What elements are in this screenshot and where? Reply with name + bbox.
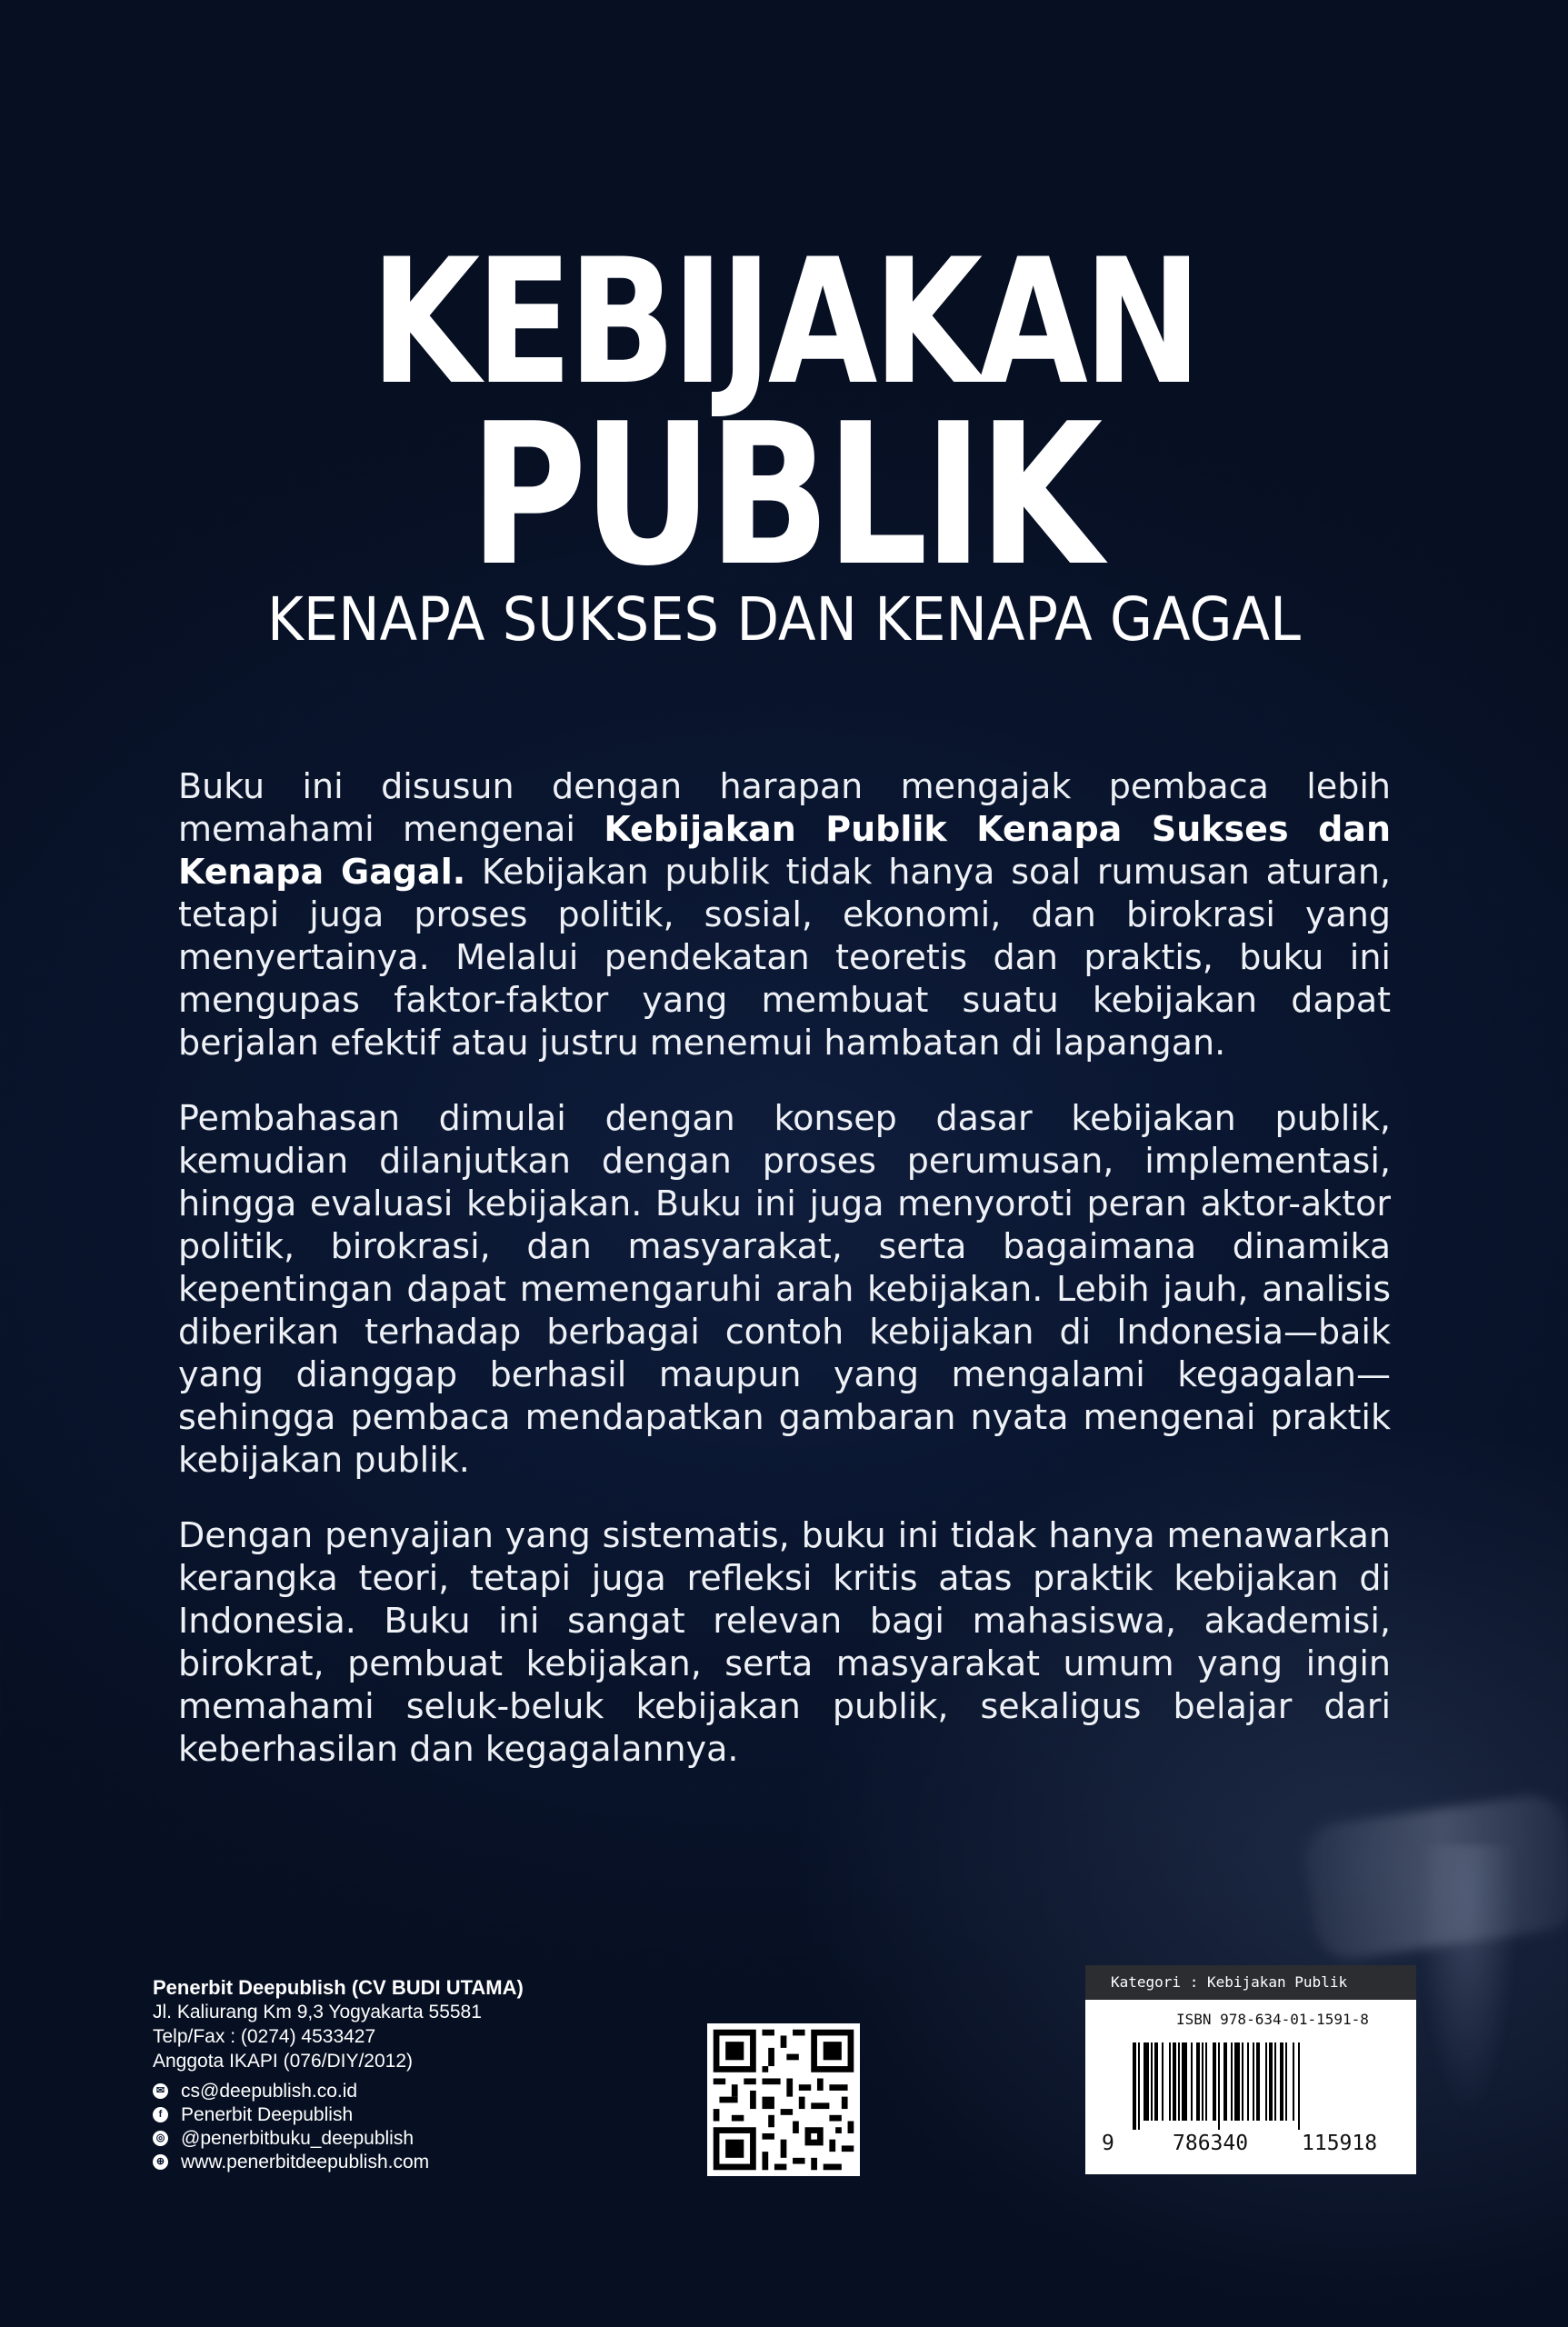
book-subtitle: KENAPA SUKSES DAN KENAPA GAGAL bbox=[267, 584, 1301, 654]
paragraph-1-bold-title: Kebijakan Publik Kenapa Sukses dan Kenapa Gagal. bbox=[178, 809, 1391, 892]
website-text: www.penerbitdeepublish.com bbox=[181, 2151, 430, 2172]
contact-facebook bbox=[153, 2102, 662, 2126]
contact-email bbox=[153, 2079, 662, 2102]
publisher-address: Jl. Kaliurang Km 9,3 Yogyakarta 55581 bbox=[153, 2002, 482, 2022]
publisher-contacts bbox=[153, 2079, 662, 2173]
instagram-text: @penerbitbuku_deepublish bbox=[181, 2127, 414, 2149]
globe-icon: ⊕ bbox=[153, 2154, 168, 2170]
contact-website bbox=[153, 2150, 662, 2173]
book-title-line1: KEBIJAKAN bbox=[370, 222, 1198, 423]
facebook-icon: f bbox=[153, 2107, 168, 2122]
publisher-info bbox=[153, 1975, 662, 2173]
book-title-line2: PUBLIK bbox=[469, 381, 1099, 609]
publisher-name: Penerbit Deepublish (CV BUDI UTAMA) bbox=[153, 1976, 524, 1999]
description-paragraph-2: Pembahasan dimulai dengan konsep dasar kebijakan publik, kemudian dilanjutkan dengan proses perumusan, implementasi, hingga evaluasi kebijakan. Buku ini juga menyoroti peran aktor-aktor politik, birokrasi, dan masyarakat, serta bagaimana dinamika kepentingan dapat memengaruhi arah kebijakan. Lebih jauh, analisis diberikan terhadap berbagai contoh kebijakan di Indonesia—baik yang dianggap berhasil maupun yang mengalami kegagalan—sehingga pembaca mendapatkan gambaran nyata mengenai praktik kebijakan publik. bbox=[178, 1098, 1391, 1480]
qr-code bbox=[707, 2023, 860, 2176]
email-text: cs@deepublish.co.id bbox=[181, 2080, 358, 2102]
barcode-digits-left: 786340 bbox=[1173, 2132, 1249, 2155]
category-label: Kategori : Kebijakan Publik bbox=[1085, 1965, 1416, 2000]
instagram-icon: ◎ bbox=[153, 2131, 168, 2146]
contact-instagram bbox=[153, 2126, 662, 2150]
barcode-digit-first: 9 bbox=[1102, 2132, 1114, 2155]
barcode bbox=[1133, 2042, 1367, 2130]
barcode-digits-right: 115918 bbox=[1302, 2132, 1378, 2155]
paragraph-1-text: Buku ini disusun dengan harapan mengajak pembaca lebih memahami mengenai bbox=[178, 766, 1391, 849]
publisher-phone: Telp/Fax : (0274) 4533427 bbox=[153, 2026, 376, 2047]
title-block bbox=[0, 222, 1568, 656]
isbn-barcode-box bbox=[1085, 1965, 1416, 2174]
chess-piece-silhouette bbox=[1418, 1845, 1518, 2118]
mail-icon: ✉ bbox=[153, 2083, 168, 2099]
description-paragraph-1 bbox=[178, 765, 1391, 1064]
publisher-ikapi: Anggota IKAPI (076/DIY/2012) bbox=[153, 2051, 414, 2072]
description-paragraph-3: Dengan penyajian yang sistematis, buku ini tidak hanya menawarkan kerangka teori, tetapi juga refleksi kritis atas praktik kebijakan di Indonesia. Buku ini sangat relevan bagi mahasiswa, akademisi, birokrat, pembuat kebijakan, serta masyarakat umum yang ingin memahami seluk-beluk kebijakan publik, sekaligus belajar dari keberhasilan dan kegagalannya. bbox=[178, 1515, 1391, 1769]
book-description bbox=[178, 765, 1391, 1803]
facebook-text: Penerbit Deepublish bbox=[181, 2103, 354, 2125]
paragraph-1-text-end: Kebijakan publik tidak hanya soal rumusan aturan, tetapi juga proses politik, sosial, ekonomi, dan birokrasi yang menyertainya. Melalui pendekatan teoretis dan praktis, buku ini mengupas faktor-faktor yang membuat suatu kebijakan dapat berjalan efektif atau justru menemui hambatan di lapangan. bbox=[178, 852, 1391, 1063]
isbn-number: ISBN 978-634-01-1591-8 bbox=[1176, 2011, 1369, 2028]
